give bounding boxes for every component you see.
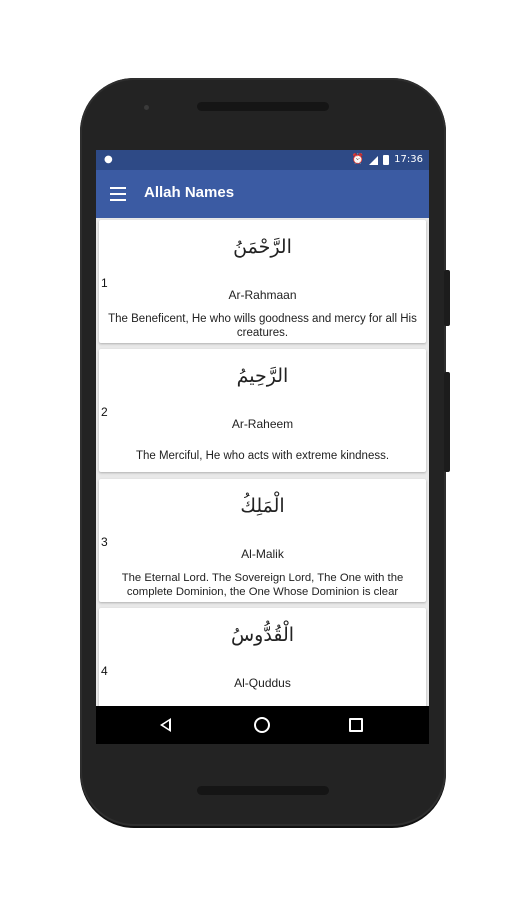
arabic-name: الرَّحِيمُ <box>236 365 289 387</box>
volume-button <box>444 372 450 472</box>
names-list[interactable] <box>96 218 429 706</box>
name-number: 2 <box>101 405 108 419</box>
home-circle-icon[interactable] <box>254 717 270 733</box>
bottom-speaker <box>197 786 329 795</box>
android-notification-icon: ● <box>104 154 113 165</box>
arabic-name: الْقُدُّوسُ <box>230 624 295 646</box>
name-number: 4 <box>101 664 108 678</box>
navigation-bar <box>96 706 429 744</box>
recents-square-icon[interactable] <box>349 718 363 732</box>
alarm-icon: ⏰ <box>351 154 365 165</box>
app-bar <box>96 170 429 218</box>
arabic-name: الْمَلِكُ <box>240 495 285 517</box>
transliteration: Ar-Raheem <box>231 417 294 431</box>
meaning: The Merciful, He who acts with extreme kindness. <box>135 450 390 462</box>
front-camera <box>144 105 149 110</box>
app-title: Allah Names <box>144 184 235 201</box>
power-button <box>444 270 450 326</box>
signal-icon <box>369 156 378 165</box>
meaning: The Beneficent, He who wills goodness and mercy for all His creatures. <box>108 313 417 339</box>
hamburger-menu-icon[interactable] <box>110 187 126 201</box>
name-card[interactable] <box>99 608 426 706</box>
transliteration: Al-Quddus <box>234 676 291 690</box>
status-bar <box>96 150 429 170</box>
battery-icon <box>383 155 389 165</box>
meaning: The Eternal Lord. The Sovereign Lord, The One with the complete Dominion, the One Whose Dominion is clear <box>121 572 404 598</box>
arabic-name: الرَّحْمَنُ <box>233 236 292 258</box>
transliteration: Al-Malik <box>241 547 284 561</box>
back-triangle-icon[interactable] <box>160 718 171 732</box>
top-speaker <box>197 102 329 111</box>
name-card[interactable] <box>99 349 426 472</box>
name-number: 1 <box>101 276 108 290</box>
transliteration: Ar-Rahmaan <box>228 288 297 302</box>
status-icons <box>352 154 423 166</box>
name-number: 3 <box>101 535 108 549</box>
phone-screen <box>96 150 429 744</box>
status-time: 17:36 <box>394 154 423 165</box>
name-card[interactable] <box>99 220 426 343</box>
name-card[interactable] <box>99 479 426 602</box>
